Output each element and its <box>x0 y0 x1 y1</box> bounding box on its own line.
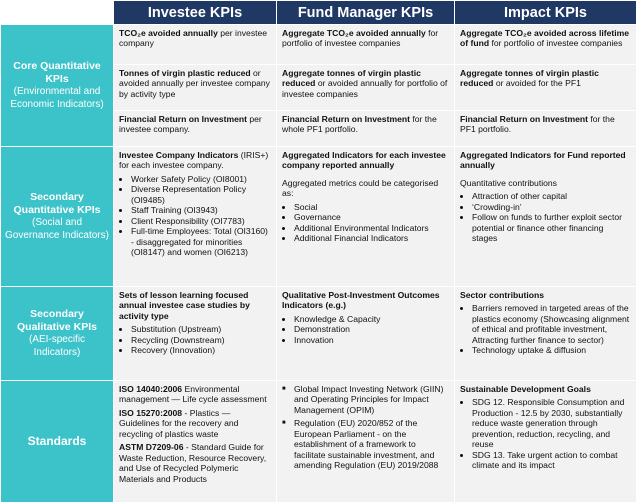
row-header-core-quantitative <box>1 25 114 147</box>
list-item: • Worker Safety Policy (OI8001) <box>131 174 271 184</box>
core-investee-plastic: Tonnes of virgin plastic reduced or avoided annually per investee company by activity type <box>114 65 277 111</box>
list-item: • Attraction of other capital <box>472 191 631 201</box>
std-impact-cell: Sustainable Development Goals • SDG 12. Responsible Consumption and Production - 12.5 by 2030, substantially reduce waste generation through prevention, reduction, recycling, and reuse • SDG 13. Take urgent action to combat climate and its impact <box>455 381 636 503</box>
core-fund-roi: Financial Return on Investment for the whole PF1 portfolio. <box>277 111 455 147</box>
list-item: • Follow on funds to further exploit sector potential or finance other financing stages <box>472 212 631 243</box>
list-item: • Demonstration <box>294 324 449 334</box>
list-item: • SDG 13. Take urgent action to combat climate and its impact <box>472 450 631 471</box>
list-item: • Full-time Employees: Total (OI3160) - disaggregated for minorities (OI8147) and women (OI6213) <box>131 226 271 257</box>
list-item: • Knowledge & Capacity <box>294 314 449 324</box>
core-impact-roi: Financial Return on Investment for the PF1 portfolio. <box>455 111 636 147</box>
sql-impact-cell: Sector contributions • Barriers removed in targeted areas of the plastics economy (Showcasing alignment of ethical and profitable investment, Attracting further finance to sector) • Technology uptake & diffusion <box>455 287 636 381</box>
list-item: • Governance <box>294 212 449 222</box>
sq-impact-cell: Aggregated Indicators for Fund reported annually Quantitative contributions • Attraction of other capital • ‘Crowding-in’ • Follow on funds to further exploit sector potential or finance other financing stages <box>455 147 636 287</box>
row-title: Secondary Qualitative KPIs <box>5 308 109 334</box>
list-item: • Recycling (Downstream) <box>131 335 271 345</box>
list-item: • Substitution (Upstream) <box>131 324 271 334</box>
row-title: Core Quantitative KPIs <box>5 60 109 86</box>
row-header-secondary-qualitative <box>1 287 114 381</box>
header-impact-kpis: Impact KPIs <box>455 1 636 25</box>
list-item: • Additional Environmental Indicators <box>294 223 449 233</box>
corner-cell <box>1 1 114 25</box>
list-item: • Barriers removed in targeted areas of the plastics economy (Showcasing alignment of ethical and profitable investment, Attracting further finance to sector) <box>472 303 631 345</box>
list-item: • SDG 12. Responsible Consumption and Production - 12.5 by 2030, substantially reduce waste generation through prevention, reduction, recycling, and reuse <box>472 397 631 449</box>
list-item: • Diverse Representation Policy (OI9485) <box>131 184 271 205</box>
sq-fund-cell: Aggregated Indicators for each investee company reported annually Aggregated metrics could be categorised as: • Social • Governance • Additional Environmental Indicators • Additional Financial Indicators <box>277 147 455 287</box>
row-subtitle: (Social and Governance Indicators) <box>5 217 109 242</box>
sql-investee-cell: Sets of lesson learning focused annual investee case studies by activity type • Substitution (Upstream) • Recycling (Downstream) • Recovery (Innovation) <box>114 287 277 381</box>
row-header-secondary-quantitative <box>1 147 114 287</box>
list-item: • Additional Financial Indicators <box>294 233 449 243</box>
header-fund-manager-kpis: Fund Manager KPIs <box>277 1 455 25</box>
list-item: • Social <box>294 202 449 212</box>
sql-fund-cell: Qualitative Post-Investment Outcomes Indicators (e.g.) • Knowledge & Capacity • Demonstration • Innovation <box>277 287 455 381</box>
list-item: • Client Responsibility (OI7783) <box>131 216 271 226</box>
list-item: • Innovation <box>294 335 449 345</box>
std-investee-cell: ISO 14040:2006 Environmental management — Life cycle assessment ISO 15270:2008 - Plastics — Guidelines for the recovery and recycling of plastics waste ASTM D7209-06 - Standard Guide for Waste Reduction, Resource Recovery, and Use of Recycled Polymeric Materials and Products <box>114 381 277 503</box>
row-subtitle: (Environmental and Economic Indicators) <box>5 86 109 111</box>
core-investee-co2: TCO₂e avoided annually per investee company <box>114 25 277 65</box>
list-item: ■ Global Impact Investing Network (GIIN) and Operating Principles for Impact Management (OPIM) <box>282 384 449 415</box>
core-impact-co2: Aggregate TCO₂e avoided across lifetime of fund for portfolio of investee companies <box>455 25 636 65</box>
core-fund-plastic: Aggregate tonnes of virgin plastic reduced or avoided annually for portfolio of investee companies <box>277 65 455 111</box>
row-title: Standards <box>5 434 109 449</box>
row-title: Secondary Quantitative KPIs <box>5 191 109 217</box>
list-item: • Technology uptake & diffusion <box>472 345 631 355</box>
core-investee-roi: Financial Return on Investment per investee company. <box>114 111 277 147</box>
row-header-standards <box>1 381 114 503</box>
list-item: ■ Regulation (EU) 2020/852 of the European Parliament - on the establishment of a framework to facilitate sustainable investment, and amending Regulation (EU) 2019/2088 <box>282 418 449 470</box>
sq-investee-cell: Investee Company Indicators (IRIS+) for each investee company. • Worker Safety Policy (OI8001) • Diverse Representation Policy (OI9485) • Staff Training (OI3943) • Client Responsibility (OI7783) • Full-time Employees: Total (OI3160) - disaggregated for minorities (OI8147) and women (OI6213) <box>114 147 277 287</box>
header-investee-kpis: Investee KPIs <box>114 1 277 25</box>
core-fund-co2: Aggregate TCO₂e avoided annually for portfolio of investee companies <box>277 25 455 65</box>
list-item: • Recovery (Innovation) <box>131 345 271 355</box>
row-subtitle: (AEI-specific Indicators) <box>5 334 109 359</box>
core-impact-plastic: Aggregate tonnes of virgin plastic reduced or avoided for the PF1 <box>455 65 636 111</box>
list-item: • Staff Training (OI3943) <box>131 205 271 215</box>
std-fund-cell <box>277 381 455 503</box>
list-item: • ‘Crowding-in’ <box>472 202 631 212</box>
